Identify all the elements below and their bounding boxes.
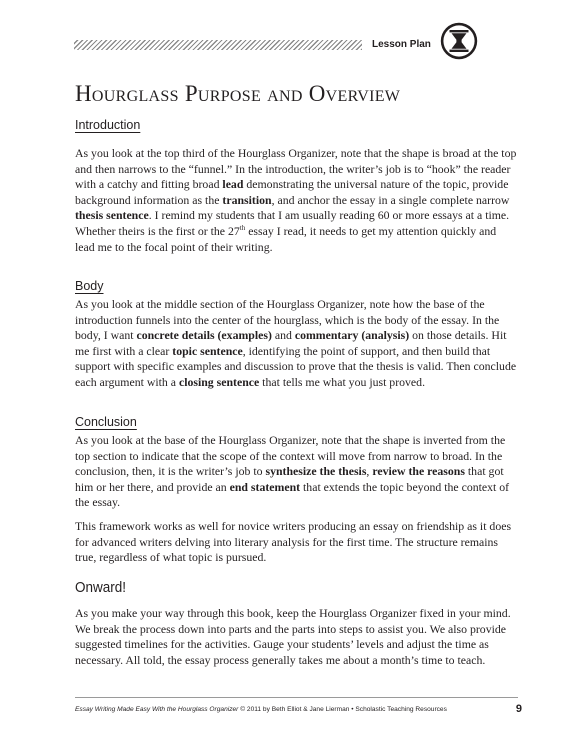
section-heading-onward: Onward! xyxy=(75,579,127,596)
section-heading-body: Body xyxy=(75,279,104,293)
footer-copyright: © 2011 by Beth Elliot & Jane Lierman • Scholastic Teaching Resources xyxy=(238,706,447,713)
framework-paragraph: This framework works as well for novice writers producing an essay on friendship as it does for advanced writers delving into literary analysis for the first time. The structure remains true, regardless of what topic is pursued. xyxy=(75,519,512,565)
superscript-th: th xyxy=(239,224,246,233)
term-thesis-sentence: thesis sentence xyxy=(75,208,149,223)
onward-paragraph: As you make your way through this book, keep the Hourglass Organizer fixed in your mind. We break the process down into parts and the parts into steps to assist you. We also provide suggested timelines for the activities. Gauge your students’ levels and adjust the time as necessary. All told, the essay process generally takes me about a month’s time to teach. xyxy=(75,606,511,667)
footer-book-title: Essay Writing Made Easy With the Hourglass Organizer xyxy=(75,706,239,713)
term-lead: lead xyxy=(222,177,244,192)
term-closing-sentence: closing sentence xyxy=(178,374,260,389)
section-heading-conclusion: Conclusion xyxy=(75,415,137,429)
term-transition: transition xyxy=(222,192,272,207)
section-heading-introduction: Introduction xyxy=(75,118,141,132)
term-topic-sentence: topic sentence xyxy=(172,343,243,358)
footer-credit xyxy=(75,704,495,716)
term-commentary: commentary (analysis) xyxy=(294,328,410,343)
term-review-reasons: review the reasons xyxy=(372,464,465,479)
conclusion-paragraph: As you look at the base of the Hourglass Organizer, note that the shape is inverted from the top section to indicate that the scope of the context will move from narrow to broad. In the conclusion, then, it is the writer’s job to synthesize the thesis, review the reasons that got him or her there, and provide an end statement that extends the topic beyond the context of the essay. xyxy=(75,433,510,510)
footer-rule xyxy=(75,697,518,698)
page-number: 9 xyxy=(515,703,522,715)
body-paragraph: As you look at the middle section of the Hourglass Organizer, note how the base of the introduction funnels into the center of the hourglass, which is the body of the essay. In the body, I want concrete details (examples) and commentary (analysis) on those details. Hit me first with a clear topic sentence, identifying the point of support, and then build that support with specific examples and discussion to prove that the thesis is valid. Then conclude each argument with a closing sentence that tells me what you just proved. xyxy=(75,297,517,389)
term-concrete-details: concrete details (examples) xyxy=(136,328,272,343)
introduction-paragraph: As you look at the top third of the Hourglass Organizer, note that the shape is broad at the top and then narrows to the “funnel.” In the introduction, the writer’s job is to “hook” the reader with a catchy and fitting broad lead demonstrating the universal nature of the topic, provide background information as the transition, and anchor the essay in a single complete narrow thesis sentence. I remind my students that I am usually reading 60 or more essays at a time. Whether theirs is the first or the 27th essay I read, it needs to get my attention quickly and lead me to the focal point of their writing. xyxy=(75,146,517,254)
term-synthesize-thesis: synthesize the thesis xyxy=(265,464,367,479)
term-end-statement: end statement xyxy=(229,479,301,494)
header-hatch-rule xyxy=(74,40,362,50)
lesson-plan-label: Lesson Plan xyxy=(372,39,431,50)
hourglass-icon xyxy=(440,22,478,60)
page-title: Hourglass Purpose and Overview xyxy=(75,81,401,106)
